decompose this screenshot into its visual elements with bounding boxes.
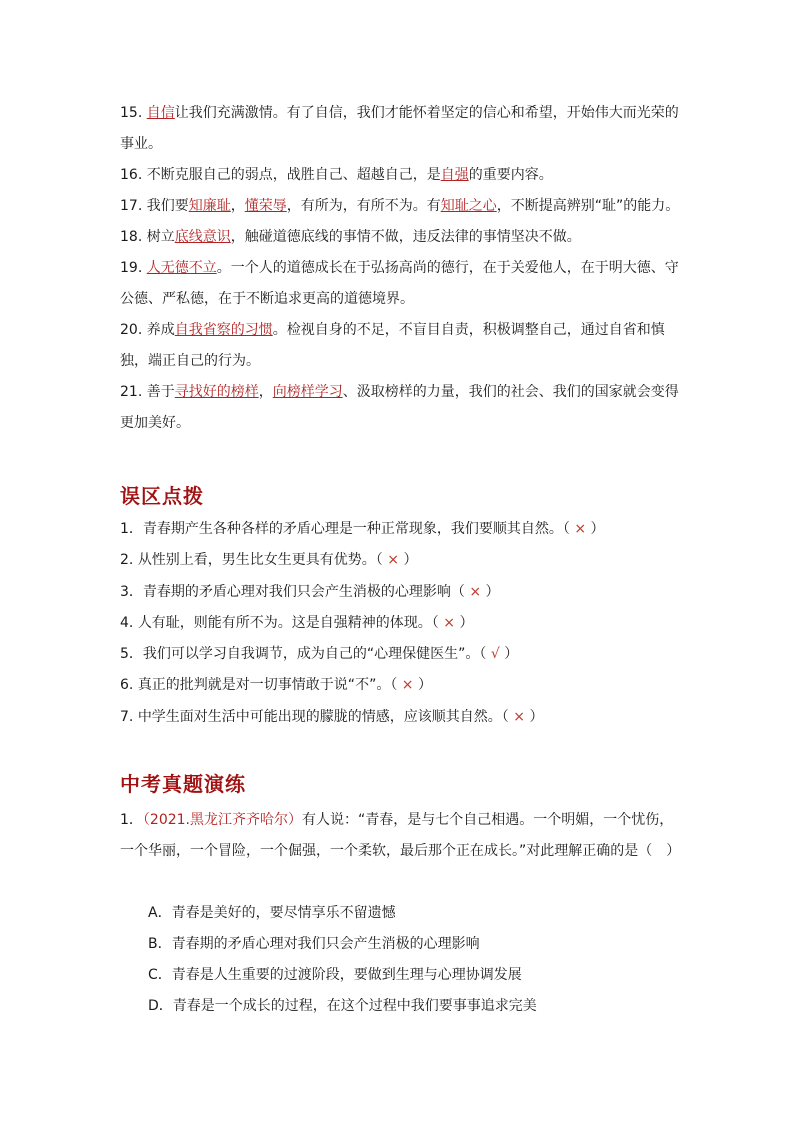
item-text: 不断克服自己的弱点，战胜自己、超越自己，是 [146,167,441,183]
item-text: ， [230,198,245,214]
item-text: ，不断提高辨别“耻”的能力。 [496,198,680,214]
key-point-19 [120,253,680,315]
key-point-17 [120,191,680,222]
highlight-term: 自我省察的习惯 [174,322,273,338]
item-text: 人有耻，则能有所不为。这是自强精神的体现。（ [137,614,439,631]
item-number: 6. [120,677,134,694]
key-point-16 [120,160,680,191]
misconception-list [120,514,680,733]
item-number: 4. [120,614,134,631]
item-text: 让我们充满激情。有了自信，我们才能怀着坚定的信心和希望，开始伟大而光荣的事业。 [120,105,679,152]
option-b: B．青春期的矛盾心理对我们只会产生消极的心理影响 [148,936,480,952]
wrong-mark-icon: × [508,708,525,725]
wrong-mark-icon: × [464,583,482,600]
item-text: ， [258,384,273,400]
misconception-item [120,702,680,733]
item-text: ，有所为，有所不为。有 [286,198,441,214]
answer-options [148,898,668,1022]
item-number: 2. [120,552,134,569]
item-bracket: ） [399,552,418,569]
item-number: 3． [120,583,143,600]
item-text: 。检视自身的不足，不盲目自责，积极调整自己，通过自省和慎独，端正自己的行为。 [120,322,665,369]
highlight-term: 自信 [146,105,175,121]
item-text: 、汲取榜样的力量，我们的社会、我们的国家就会变得更加美好。 [120,384,679,431]
item-bracket: ） [455,614,474,631]
section-title-misconceptions: 误区点拨 [120,484,204,508]
item-text: 。一个人的道德成长在于弘扬高尚的德行，在于关爱他人，在于明大德、守公德、严私德，在于不断追求更高的道德境界。 [120,260,679,307]
key-point-18 [120,222,680,253]
wrong-mark-icon: × [569,521,587,537]
wrong-mark-icon: × [438,614,455,631]
highlight-term: 底线意识 [174,229,231,245]
item-number: 5． [120,646,143,663]
option-a: A．青春是美好的，要尽情享乐不留遗憾 [148,905,396,921]
key-point-15 [120,98,680,160]
highlight-term: 知廉耻 [188,198,231,214]
item-number: 20. [120,322,143,338]
exam-question [120,805,685,867]
highlight-term: 知耻之心 [440,198,497,214]
item-bracket: ） [499,646,519,663]
item-text: 我们可以学习自我调节，成为自己的“心理保健医生”。（ [142,646,487,663]
check-mark-icon: √ [486,646,500,663]
item-number: 1． [120,521,143,537]
item-text: 的重要内容。 [468,167,553,183]
question-source: （2021.黑龙江齐齐哈尔） [142,812,303,828]
item-number: 19. [120,260,143,276]
section-title-exam-practice: 中考真题演练 [120,772,246,796]
item-text: 善于 [146,384,175,400]
item-number: 7. [120,708,134,725]
key-point-21 [120,377,680,439]
highlight-term: 人无德不立 [146,260,217,276]
item-bracket: ） [525,708,544,725]
item-text: 我们要 [146,198,189,214]
item-text: 养成 [146,322,175,338]
wrong-mark-icon: × [397,677,414,694]
item-text: 青春期的矛盾心理对我们只会产生消极的心理影响（ [142,583,465,600]
option-c: C．青春是人生重要的过渡阶段，要做到生理与心理协调发展 [148,967,522,983]
key-points-list [120,98,680,439]
highlight-term: 懂荣辱 [244,198,287,214]
highlight-term: 寻找好的榜样 [174,384,259,400]
item-bracket: ） [413,677,432,694]
item-number: 16. [120,167,143,183]
misconception-item [120,639,680,670]
highlight-term: 向榜样学习 [272,384,343,400]
item-text: 青春期产生各种各样的矛盾心理是一种正常现象，我们要顺其自然。（ [142,521,570,537]
wrong-mark-icon: × [382,552,399,569]
misconception-item [120,670,680,701]
item-text: ，触碰道德底线的事情不做，违反法律的事情坚决不做。 [230,229,581,245]
item-bracket: ） [481,583,500,600]
misconception-item [120,514,680,545]
misconception-item [120,608,680,639]
question-number: 1． [120,812,143,828]
key-point-20 [120,315,680,377]
option-d: D．青春是一个成长的过程，在这个过程中我们要事事追求完美 [148,998,537,1014]
misconception-item [120,577,680,608]
item-number: 18. [120,229,143,245]
highlight-term: 自强 [440,167,469,183]
item-number: 21. [120,384,143,400]
item-number: 15. [120,105,143,121]
item-text: 树立 [146,229,175,245]
item-number: 17. [120,198,143,214]
item-text: 从性别上看，男生比女生更具有优势。（ [137,552,383,569]
misconception-item [120,545,680,576]
item-bracket: ） [586,521,605,537]
item-text: 真正的批判就是对一切事情敢于说“不”。（ [137,677,398,694]
question-text: 有人说：“青春，是与七个自己相遇。一个明媚，一个忧伤，一个华丽，一个冒险，一个倔强，一个柔软，最后那个正在成长。”对此理解正确的是（ ） [120,812,681,859]
item-text: 中学生面对生活中可能出现的朦胧的情感，应该顺其自然。（ [137,708,509,725]
